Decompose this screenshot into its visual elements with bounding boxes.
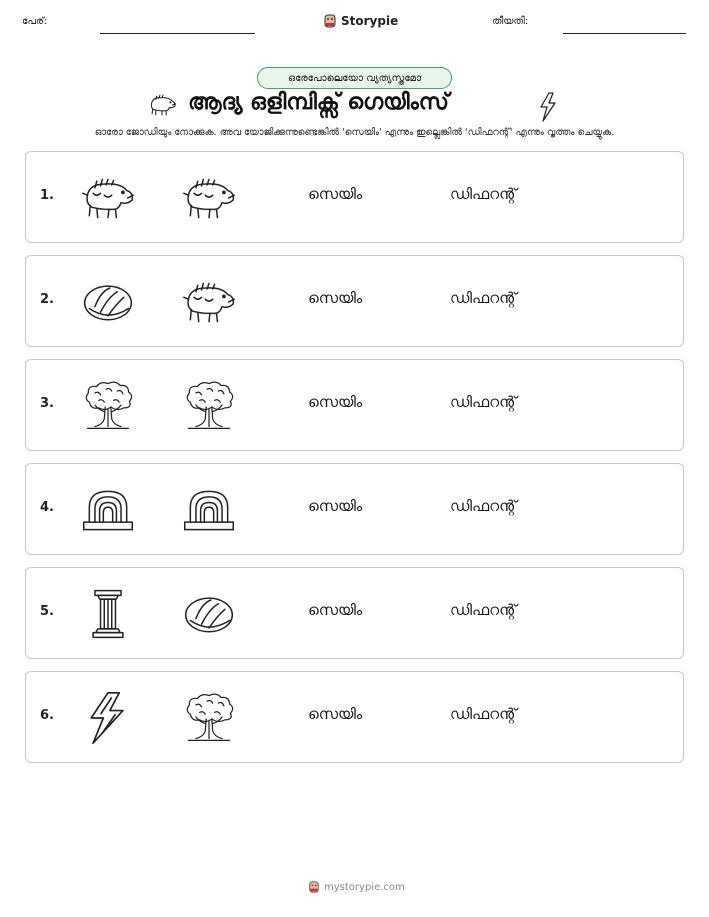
boar-icon <box>181 170 237 226</box>
bread-icon <box>80 274 136 330</box>
same-option[interactable]: സെയിം <box>308 289 363 307</box>
question-row <box>25 359 684 451</box>
storypie-mascot-icon <box>308 880 320 894</box>
tree-icon <box>181 378 237 434</box>
different-option[interactable]: ഡിഫറന്റ് <box>450 705 517 723</box>
lightning-icon <box>537 92 559 126</box>
question-number: 4. <box>40 500 54 515</box>
storypie-logo <box>323 13 398 29</box>
question-row <box>25 463 684 555</box>
question-row <box>25 151 684 243</box>
title-row <box>0 90 709 122</box>
different-option[interactable]: ഡിഫറന്റ് <box>450 393 517 411</box>
tree-icon <box>80 378 136 434</box>
same-option[interactable]: സെയിം <box>308 185 363 203</box>
same-option[interactable]: സെയിം <box>308 393 363 411</box>
same-option[interactable]: സെയിം <box>308 497 363 515</box>
storypie-mascot-icon <box>323 13 337 29</box>
oven-icon <box>80 482 136 538</box>
logo-text: Storypie <box>341 14 399 28</box>
different-option[interactable]: ഡിഫറന്റ് <box>450 497 517 515</box>
footer-url[interactable]: mystorypie.com <box>324 881 405 893</box>
column-icon <box>80 586 136 642</box>
different-option[interactable]: ഡിഫറന്റ് <box>450 289 517 307</box>
question-row <box>25 255 684 347</box>
question-number: 1. <box>40 188 54 203</box>
date-label: തീയതി: <box>492 16 529 27</box>
question-number: 3. <box>40 396 54 411</box>
date-line[interactable] <box>563 33 686 34</box>
bread-icon <box>181 586 237 642</box>
page-title: ആദ്യ ഒളിമ്പിക്സ് ഗെയിംസ് <box>188 90 449 115</box>
question-number: 5. <box>40 604 54 619</box>
question-row <box>25 671 684 763</box>
same-option[interactable]: സെയിം <box>308 601 363 619</box>
question-row <box>25 567 684 659</box>
tree-icon <box>181 690 237 746</box>
boar-icon <box>80 170 136 226</box>
footer <box>308 880 405 894</box>
boar-icon <box>146 92 178 122</box>
instructions: ഓരോ ജോഡിയും നോക്കുക. അവ യോജിക്കുന്നുണ്ടെങ്കിൽ 'സെയിം' എന്നും ഇല്ലെങ്കിൽ 'ഡിഫറന്റ്' എന്നും വൃത്തം ചെയ്യുക. <box>94 127 615 138</box>
name-line[interactable] <box>100 33 255 34</box>
boar-icon <box>181 274 237 330</box>
same-option[interactable]: സെയിം <box>308 705 363 723</box>
oven-icon <box>181 482 237 538</box>
name-label: പേര്: <box>22 16 48 27</box>
lightning-icon <box>80 690 136 746</box>
different-option[interactable]: ഡിഫറന്റ് <box>450 601 517 619</box>
worksheet-type-badge: ഒരേപോലെയോ വ്യത്യസ്തമോ <box>257 67 452 89</box>
different-option[interactable]: ഡിഫറന്റ് <box>450 185 517 203</box>
question-number: 6. <box>40 708 54 723</box>
question-number: 2. <box>40 292 54 307</box>
